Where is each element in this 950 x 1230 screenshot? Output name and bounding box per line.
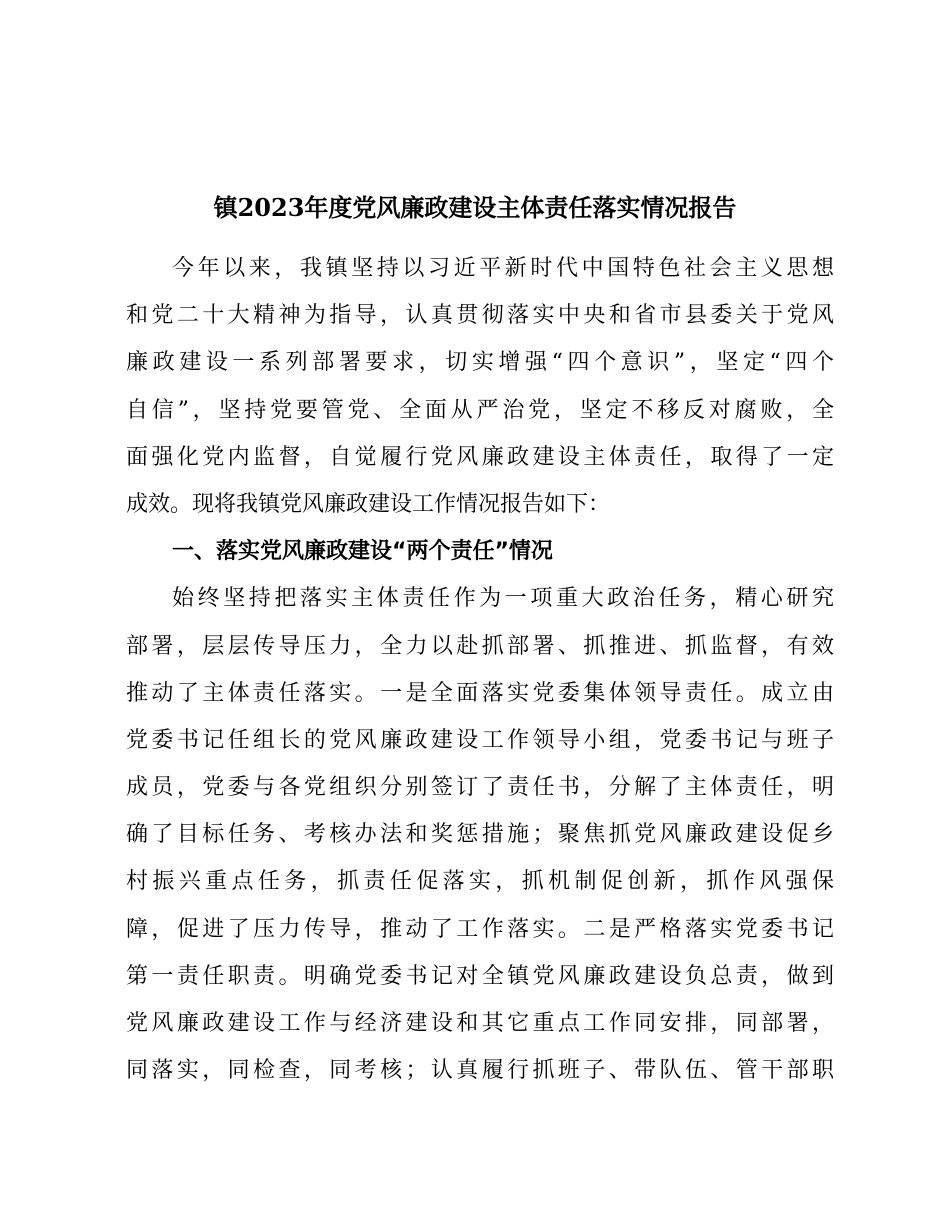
text-line: 今年以来，我镇坚持以习近平新时代中国特色社会主义思想 [172, 256, 834, 281]
paragraph-section-1 [126, 575, 834, 1094]
text-line: 同落实，同检查，同考核；认真履行抓班子、带队伍、管干部职 [126, 1058, 834, 1084]
text-line: 始终坚持把落实主体责任作为一项重大政治任务，精心研究 [172, 586, 834, 612]
text-line: 成员，党委与各党组织分别签订了责任书，分解了主体责任，明 [126, 775, 834, 801]
text-line: 部署，层层传导压力，全力以赴抓部署、抓推进、抓监督，有效 [126, 633, 834, 659]
text-line: 第一责任职责。明确党委书记对全镇党风廉政建设负总责，做到 [126, 963, 834, 989]
text-line: 成效。现将我镇党风廉政建设工作情况报告如下： [126, 491, 611, 517]
text-line: 推动了主体责任落实。一是全面落实党委集体领导责任。成立由 [126, 680, 834, 706]
text-line: 自信”，坚持党要管党、全面从严治党，坚定不移反对腐败，全 [126, 397, 834, 423]
paragraph-intro [126, 245, 834, 528]
text-line: 和党二十大精神为指导，认真贯彻落实中央和省市县委关于党风 [126, 303, 834, 329]
text-line: 村振兴重点任务，抓责任促落实，抓机制促创新，抓作风强保 [126, 869, 834, 895]
document-title: 镇2023年度党风廉政建设主体责任落实情况报告 [213, 193, 737, 222]
text-line: 党风廉政建设工作与经济建设和其它重点工作同安排，同部署， [126, 1011, 834, 1036]
section-heading: 一、落实党风廉政建设“两个责任”情况 [172, 539, 553, 565]
text-line: 确了目标任务、考核办法和奖惩措施；聚焦抓党风廉政建设促乡 [126, 822, 834, 848]
document-body [126, 245, 834, 1094]
text-line: 障，促进了压力传导，推动了工作落实。二是严格落实党委书记 [126, 916, 834, 942]
text-line: 党委书记任组长的党风廉政建设工作领导小组，党委书记与班子 [126, 727, 834, 753]
text-line: 面强化党内监督，自觉履行党风廉政建设主体责任，取得了一定 [126, 444, 834, 470]
text-line: 廉政建设一系列部署要求，切实增强“四个意识”，坚定“四个 [126, 350, 834, 376]
